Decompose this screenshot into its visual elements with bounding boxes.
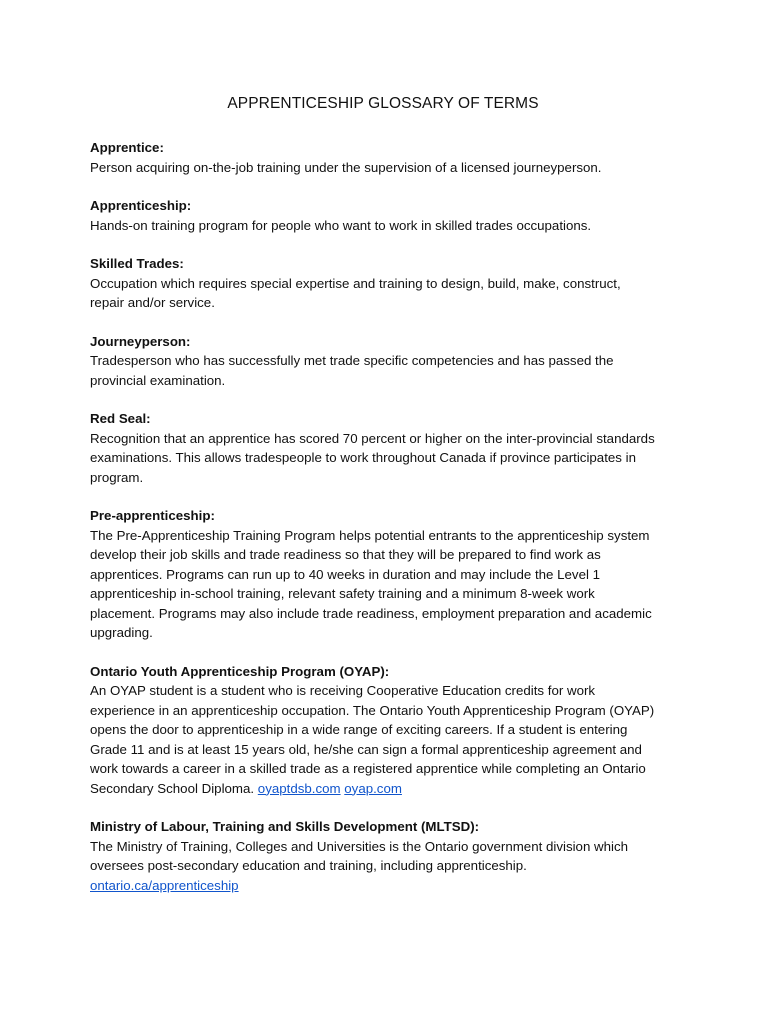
definition-line: apprentices. Programs can run up to 40 weeks in duration and may include the Level 1	[90, 566, 601, 582]
glossary-entry-skilled-trades	[90, 254, 690, 313]
definition-line: opens the door to apprenticeship in a wide range of exciting careers. If a student is entering	[90, 722, 628, 737]
definition-line: work towards a career in a skilled trade as a registered apprentice while completing an Ontario	[90, 761, 646, 776]
glossary-entry-red-seal	[90, 409, 690, 487]
glossary-content	[90, 138, 690, 914]
definition-line: Recognition that an apprentice has scored 70 percent or higher on the inter-provincial standards	[90, 430, 655, 446]
page-title: APPRENTICESHIP GLOSSARY OF TERMS	[227, 95, 539, 112]
glossary-entry-oyap	[90, 662, 690, 799]
term-heading: Pre-apprenticeship:	[90, 508, 215, 523]
definition-line: The Pre-Apprenticeship Training Program helps potential entrants to the apprenticeship system	[90, 527, 650, 543]
term-definition	[90, 837, 690, 896]
term-heading: Apprenticeship:	[90, 198, 192, 213]
term-definition	[90, 274, 690, 313]
definition-line: upgrading.	[90, 625, 153, 640]
definition-line: program.	[90, 469, 144, 485]
definition-line: Person acquiring on-the-job training under the supervision of a licensed journeyperson.	[90, 159, 602, 175]
term-heading: Ontario Youth Apprenticeship Program (OYAP):	[90, 663, 390, 679]
definition-line: apprenticeship in-school training, relevant safety training and a minimum 8-week work	[90, 586, 595, 601]
term-heading: Apprentice:	[90, 140, 164, 155]
term-heading: Skilled Trades:	[90, 256, 184, 271]
definition-line: Occupation which requires special expertise and training to design, build, make, construct,	[90, 275, 621, 291]
definition-text: Secondary School Diploma.	[90, 780, 255, 796]
term-definition	[90, 351, 690, 390]
definition-line: placement. Programs may also include trade readiness, employment preparation and academic	[90, 605, 652, 621]
term-definition	[90, 158, 690, 178]
definition-line: examinations. This allows tradespeople to work throughout Canada if province participates in	[90, 450, 636, 465]
glossary-entry-journeyperson	[90, 332, 690, 391]
glossary-entry-apprentice	[90, 138, 690, 177]
term-heading: Journeyperson:	[90, 333, 191, 349]
term-heading: Ministry of Labour, Training and Skills Development (MLTSD):	[90, 819, 480, 834]
definition-line: An OYAP student is a student who is receiving Cooperative Education credits for work	[90, 683, 596, 698]
definition-line: The Ministry of Training, Colleges and Universities is the Ontario government division which	[90, 838, 629, 854]
definition-line: Hands-on training program for people who want to work in skilled trades occupations.	[90, 217, 592, 233]
definition-line: Grade 11 and is at least 15 years old, he/she can sign a formal apprenticeship agreement and	[90, 741, 642, 757]
term-definition	[90, 526, 690, 643]
glossary-entry-pre-apprenticeship	[90, 506, 690, 643]
oyap-link[interactable]: oyap.com	[344, 780, 402, 796]
definition-line: develop their job skills and trade readiness so that they will be prepared to find work as	[90, 547, 601, 562]
term-definition	[90, 681, 690, 798]
definition-line-with-links	[90, 876, 690, 896]
glossary-entry-mltsd	[90, 817, 690, 895]
definition-line: provincial examination.	[90, 372, 226, 388]
definition-line: repair and/or service.	[90, 295, 215, 310]
oyaptdsb-link[interactable]: oyaptdsb.com	[257, 780, 341, 796]
glossary-entry-apprenticeship	[90, 196, 690, 235]
term-heading: Red Seal:	[90, 411, 151, 426]
definition-line-with-links	[90, 779, 690, 799]
definition-line: Tradesperson who has successfully met trade specific competencies and has passed the	[90, 353, 614, 368]
term-definition	[90, 429, 690, 488]
definition-line: oversees post-secondary education and training, including apprenticeship.	[90, 858, 527, 873]
ontario-apprenticeship-link[interactable]: ontario.ca/apprenticeship	[90, 877, 239, 893]
definition-line: experience in an apprenticeship occupation. The Ontario Youth Apprenticeship Program (OYAP)	[90, 702, 655, 718]
term-definition	[90, 216, 690, 236]
